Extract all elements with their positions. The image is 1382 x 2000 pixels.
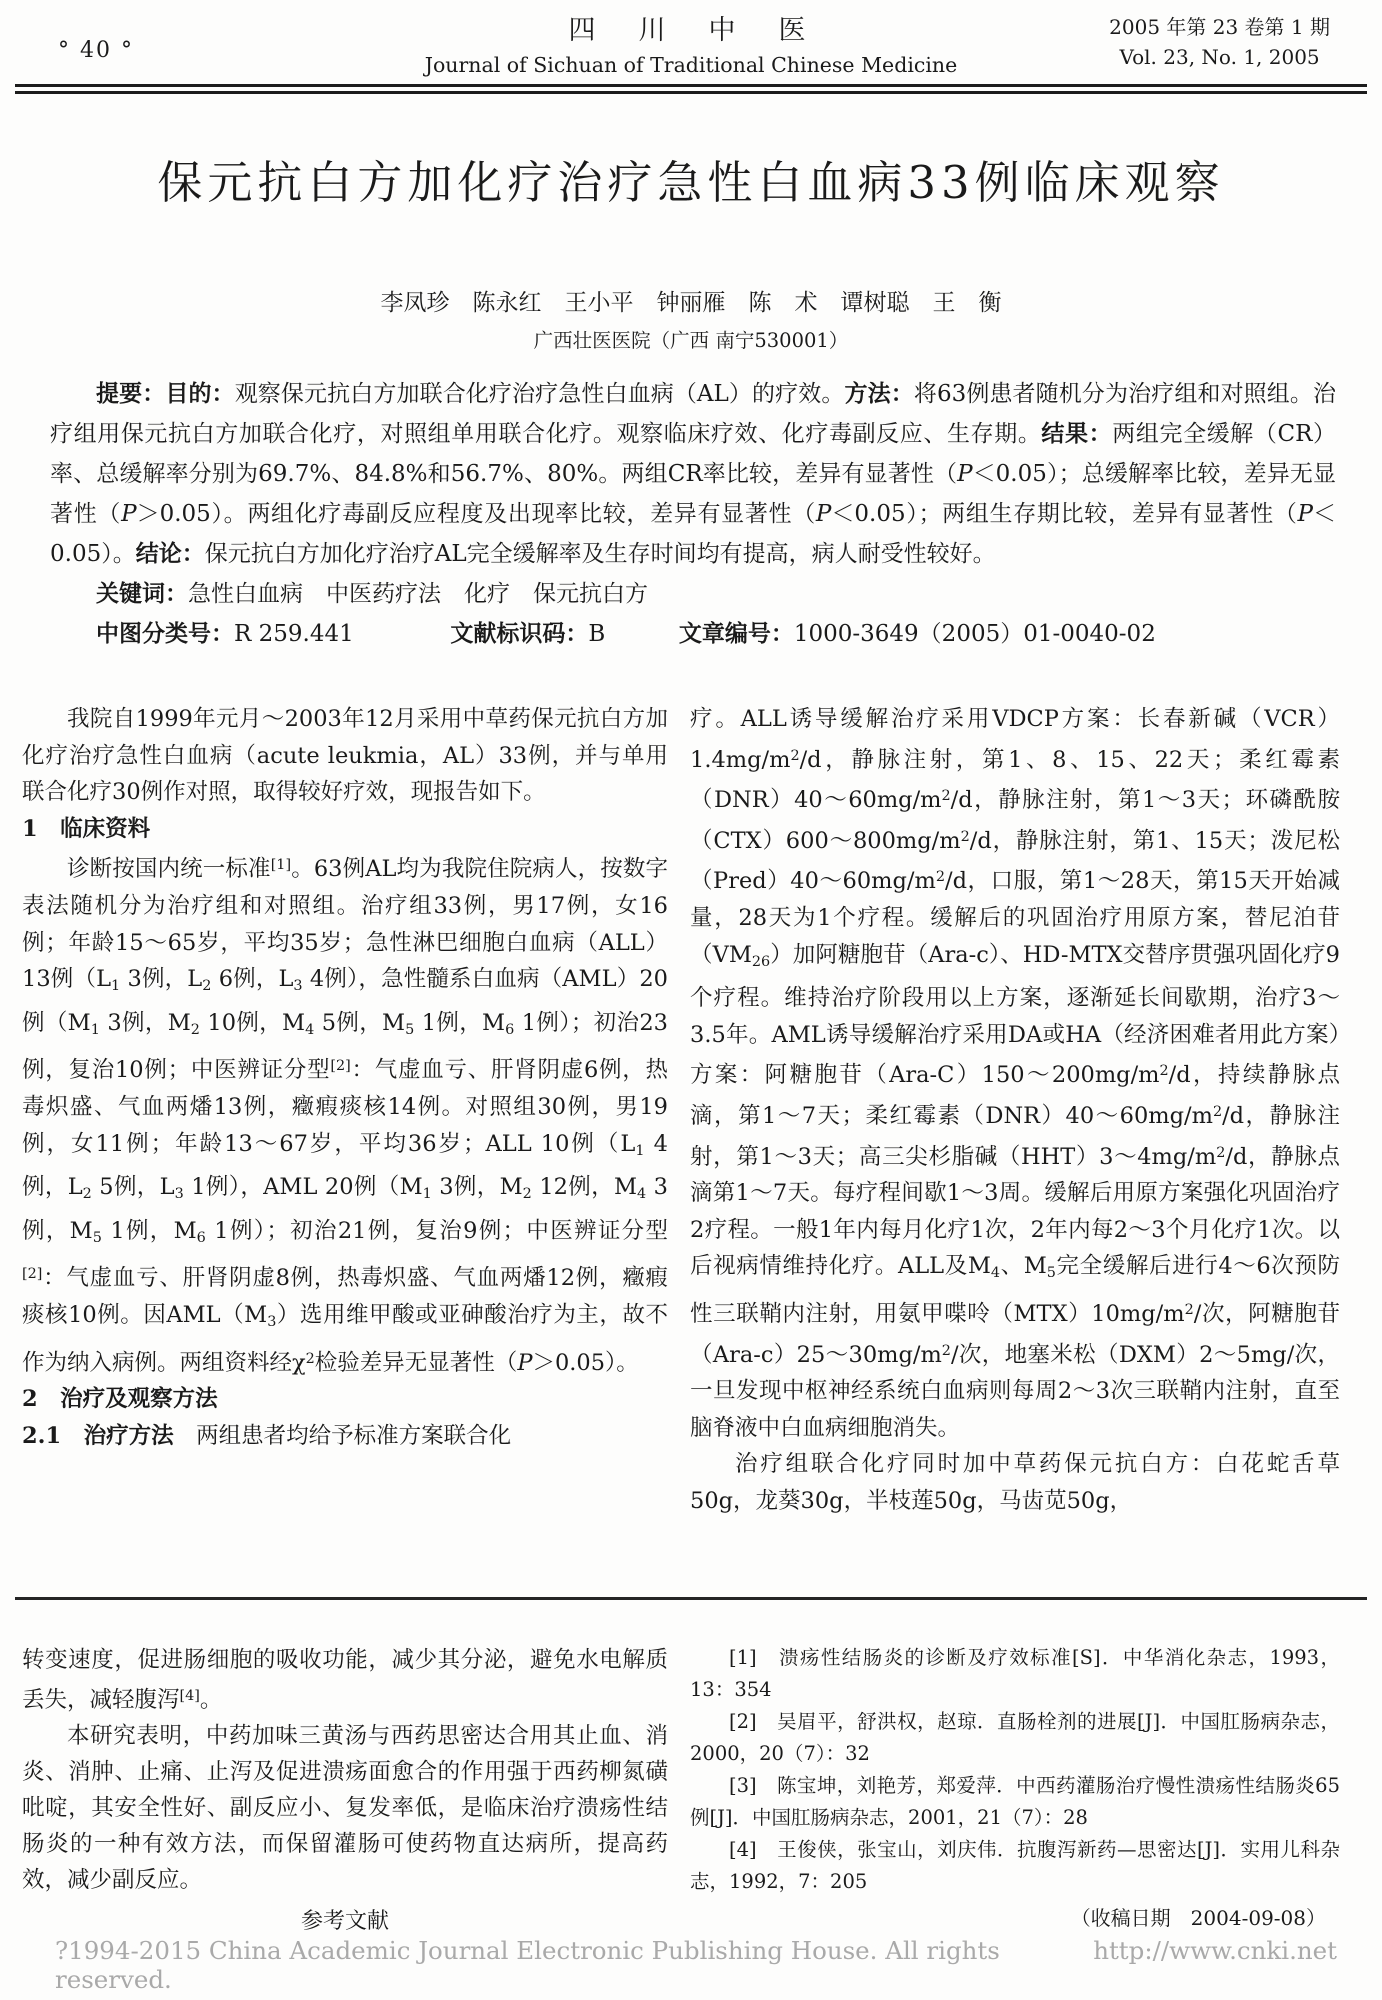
keywords: 关键词：急性白血病 中医药疗法 化疗 保元抗白方 xyxy=(96,580,648,607)
issue-info-en: Vol. 23, No. 1, 2005 xyxy=(1119,45,1320,69)
chemo-regimen-paragraph: 疗。ALL诱导缓解治疗采用VDCP方案：长春新碱$(VCR)1.4mg/m^2/d$，静脉注射，第1、8、15、22天；柔红霉素$(DNR)40\sim 60mg/m^2/d$，静脉注射，第1～3天；环磷酰胺$(CTX)600\sim 800mg/m^2/d$，静脉注射，第1、15天；泼尼松$(Pred)40\sim 60mg/m^2/d$，口服，第1～28天，第15天开始减量，28天为1个疗程。缓解后的巩固治疗用原方案，替尼泊苷$(VM_{26})$加阿糖胞苷（Ara-c）、HD-MTX交替序贯强巩固化疗9个疗程。维持治疗阶段用以上方案，逐渐延长间歇期，治疗3～3.5年。AML诱导缓解治疗采用DA或HA（经济困难者用此方案）方案：阿糖胞苷$(Ara-C)150\sim 200mg/m^2/d$，持续静脉点滴，第1～7天；柔红霉素$(DNR)40\sim 60mg/m^2/d$，静脉注射，第1～3天；高三尖杉脂碱$(HHT)3\sim 4mg/m^2/d$，静脉点滴第1～7天。每疗程间歇1～3周。缓解后用原方案强化巩固治疗2疗程。一般1年内每月化疗1次，2年内每2～3个月化疗1次。以后视病情维持化疗。ALL及$M_4$、$M_5$完全缓解后进行4～6次预防性三联鞘内注射，用氨甲喋呤$(MTX)10mg/m^2/$次，阿糖胞苷$(Ara-c)25\sim 30mg/m^2/$次，地塞米松（DXM）2～5mg/次，一旦发现中枢神经系统白血病则每周2～3次三联鞘内注射，直至脑脊液中白血病细胞消失。 xyxy=(690,706,1341,1441)
references-heading: 参考文献 xyxy=(300,1909,389,1934)
article-id-label: 文章编号： xyxy=(678,620,794,647)
section-heading-clinical-data: 1 临床资料 xyxy=(22,815,151,842)
footer-copyright: ?1994-2015 China Academic Journal Electronic Publishing House. All rights reserved. xyxy=(55,1936,1000,1994)
reference-item: [3] 陈宝坤，刘艳芳，郑爱萍．中西药灌肠治疗慢性溃疡性结肠炎65例[J]．中国肛肠病杂志，2001，21（7）：28 xyxy=(690,1774,1340,1829)
reference-item: [4] 王俊侠，张宝山，刘庆伟．抗腹泻新药—思密达[J]．实用儿科杂志，1992，7：205 xyxy=(690,1838,1340,1893)
intro-paragraph: 我院自1999年元月～2003年12月采用中草药保元抗白方加化疗治疗急性白血病（acute leukmia，AL）33例，并与单用联合化疗30例作对照，取得较好疗效，现报告如下。 xyxy=(22,706,668,806)
footer xyxy=(55,1936,1337,1994)
abstract: 提要：目的：观察保元抗白方加联合化疗治疗急性白血病（AL）的疗效。方法：将63例患者随机分为治疗组和对照组。治疗组用保元抗白方加联合化疗，对照组单用联合化疗。观察临床疗效、化疗毒副反应、生存期。结果：两组完全缓解（CR）率、总缓解率分别为69.7%、84.8%和56.7%、80%。两组CR率比较，差异有显著性（P＜0.05）；总缓解率比较，差异无显著性（P＞0.05）。两组化疗毒副反应程度及出现率比较，差异有显著性（P＜0.05）；两组生存期比较，差异有显著性（P＜0.05）。结论：保元抗白方加化疗治疗AL完全缓解率及生存时间均有提高，病人耐受性较好。 xyxy=(50,380,1337,567)
page-number: ° 40 ° xyxy=(58,38,134,63)
article-meta xyxy=(50,614,1336,654)
article-title: 保元抗白方加化疗治疗急性白血病33例临床观察 xyxy=(157,156,1225,209)
front-matter xyxy=(50,374,1336,654)
journal-title-cn: 四 川 中 医 xyxy=(568,15,814,46)
body-left-column xyxy=(22,701,668,1454)
doc-code: B xyxy=(588,621,606,647)
herbal-formula-paragraph: 治疗组联合化疗同时加中草药保元抗白方：白花蛇舌草50g，龙葵30g，半枝莲50g，马齿苋50g， xyxy=(690,1451,1340,1514)
clc-label: 中图分类号： xyxy=(96,620,234,647)
bottom-left-column xyxy=(22,1642,668,1940)
affiliation: 广西壮医医院（广西 南宁530001） xyxy=(533,329,849,352)
issue-info-cn: 2005 年第 23 卷第 1 期 xyxy=(1109,15,1330,39)
journal-title-en: Journal of Sichuan of Traditional Chinese Medicine xyxy=(424,53,958,77)
received-date: （收稿日期 2004-09-08） xyxy=(1070,1906,1326,1930)
reference-item: [1] 溃疡性结肠炎的诊断及疗效标准[S]．中华消化杂志，1993，13：354 xyxy=(690,1646,1340,1701)
authors: 李凤珍 陈永红 王小平 钟丽雁 陈 术 谭树聪 王 衡 xyxy=(380,290,1002,316)
section-heading-methods: 2 治疗及观察方法 xyxy=(22,1386,218,1413)
prev-article-conclusion: 本研究表明，中药加味三黄汤与西药思密达合用其止血、消炎、消肿、止痛、止泻及促进溃疡面愈合的作用强于西药柳氮磺吡啶，其安全性好、副反应小、复发率低，是临床治疗溃疡性结肠炎的一种有效方法，而保留灌肠可使药物直达病所，提高药效，减少副反应。 xyxy=(22,1723,668,1893)
clinical-data-paragraph: 诊断按国内统一标准[1]。63例AL均为我院住院病人，按数字表法随机分为治疗组和对照组。治疗组33例，男17例，女16例；年龄15～65岁，平均35岁；急性淋巴细胞白血病（ALL）13例（$L_1$ 3例，$L_2$ 6例，$L_3$ 4例），急性髓系白血病（AML）20例（$M_1$ 3例，$M_2$ 10例，$M_4$ 5例，$M_5$ 1例，$M_6$ 1例）；初治23例，复治10例；中医辨证分型[2]：气虚血亏、肝肾阴虚6例，热毒炽盛、气血两燔13例，癥瘕痰核14例。对照组30例，男19例，女11例；年龄13～67岁，平均36岁；ALL 10例（$L_1$ 4例，$L_2$ 5例，$L_3$ 1例），AML 20例（$M_1$ 3例，$M_2$ 12例，$M_4$ 3例，$M_5$ 1例，$M_6$ 1例）；初治21例，复治9例；中医辨证分型[2]：气虚血亏、肝肾阴虚8例，热毒炽盛、气血两燔12例，癥瘕痰核10例。因$AML(M_3)$选用维甲酸或亚砷酸治疗为主，故不作为纳入病例。两组资料经$\chi^2$检验差异无显著性（P＞0.05）。 xyxy=(22,856,668,1376)
body-right-column xyxy=(690,701,1340,1519)
references-column xyxy=(690,1642,1340,1934)
doc-code-label: 文献标识码： xyxy=(450,620,589,647)
prev-article-paragraph: 转变速度，促进肠细胞的吸收功能，减少其分泌，避免水电解质丢失，减轻腹泻[4]。 xyxy=(22,1647,668,1713)
footer-url: http://www.cnki.net xyxy=(1093,1936,1337,1965)
treatment-method-paragraph: 2.1 治疗方法 两组患者均给予标准方案联合化 xyxy=(22,1422,512,1449)
reference-item: [2] 吴眉平，舒洪权，赵琼．直肠栓剂的进展[J]．中国肛肠病杂志，2000，20（7）：32 xyxy=(690,1710,1340,1765)
article-divider-rule xyxy=(15,1597,1367,1600)
article-id: 1000-3649（2005）01-0040-02 xyxy=(793,621,1156,647)
header-rule xyxy=(15,84,1367,94)
clc-number: R 259.441 xyxy=(234,621,354,647)
issue-info xyxy=(1109,12,1330,72)
